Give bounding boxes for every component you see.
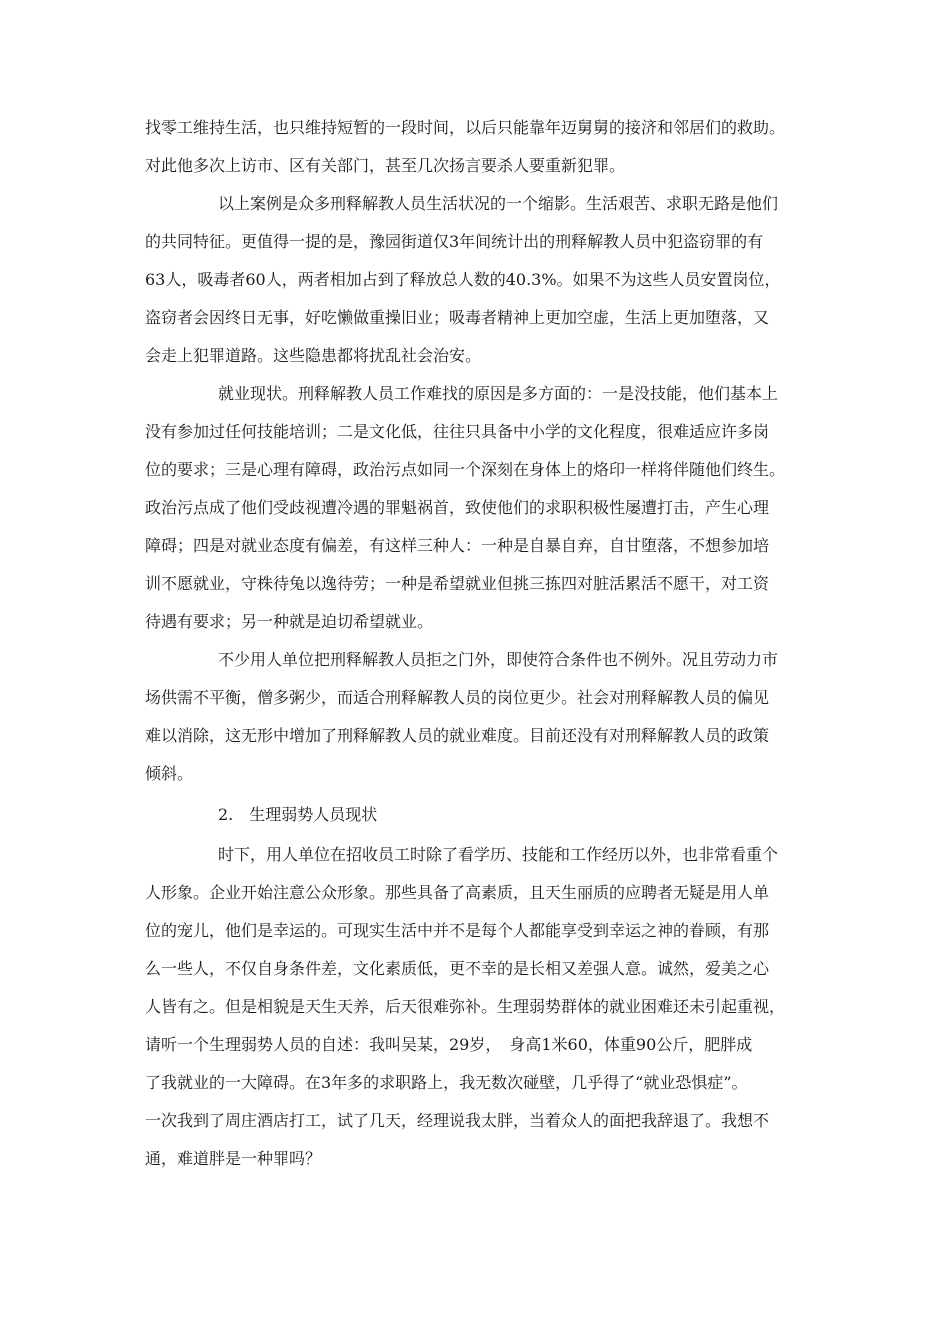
text-line: 请听一个生理弱势人员的自述：我叫吴某，29岁， 身高1米60，体重90公斤，肥胖成 — [145, 1035, 753, 1054]
text-line: 了我就业的一大障碍。在3年多的求职路上，我无数次碰壁，几乎得了“就业恐惧症”。 — [145, 1073, 748, 1092]
paragraph-first-line: 就业现状。刑释解教人员工作难找的原因是多方面的：一是没技能，他们基本上 — [218, 384, 779, 403]
paragraph-first-line: 时下，用人单位在招收员工时除了看学历、技能和工作经历以外，也非常看重个 — [218, 845, 779, 864]
text-line: 倾斜。 — [145, 764, 194, 783]
text-line: 一次我到了周庄酒店打工，试了几天，经理说我太胖，当着众人的面把我辞退了。我想不 — [145, 1111, 770, 1130]
text-line: 人皆有之。但是相貌是天生天养，后天很难弥补。生理弱势群体的就业困难还未引起重视， — [145, 997, 786, 1016]
text-line: 场供需不平衡，僧多粥少，而适合刑释解教人员的岗位更少。社会对刑释解教人员的偏见 — [145, 688, 770, 707]
text-line: 训不愿就业，守株待兔以逸待劳；一种是希望就业但挑三拣四对脏活累活不愿干，对工资 — [145, 574, 770, 593]
text-line: 对此他多次上访市、区有关部门，甚至几次扬言要杀人要重新犯罪。 — [145, 156, 626, 175]
text-line: 盗窃者会因终日无事，好吃懒做重操旧业；吸毒者精神上更加空虚，生活上更加堕落，又 — [145, 308, 770, 327]
paragraph-first-line: 不少用人单位把刑释解教人员拒之门外，即使符合条件也不例外。况且劳动力市 — [218, 650, 779, 669]
text-line: 的共同特征。更值得一提的是，豫园街道仅3年间统计出的刑释解教人员中犯盗窃罪的有 — [145, 232, 764, 251]
text-line: 障碍；四是对就业态度有偏差，有这样三种人：一种是自暴自弃，自甘堕落，不想参加培 — [145, 536, 770, 555]
text-line: 找零工维持生活，也只维持短暂的一段时间，以后只能靠年迈舅舅的接济和邻居们的救助。 — [145, 118, 786, 137]
text-line: 位的宠儿，他们是幸运的。可现实生活中并不是每个人都能享受到幸运之神的眷顾，有那 — [145, 921, 770, 940]
text-line: 难以消除，这无形中增加了刑释解教人员的就业难度。目前还没有对刑释解教人员的政策 — [145, 726, 770, 745]
section-heading: 2. 生理弱势人员现状 — [218, 805, 378, 824]
paragraph-first-line: 以上案例是众多刑释解教人员生活状况的一个缩影。生活艰苦、求职无路是他们 — [218, 194, 779, 213]
text-line: 待遇有要求；另一种就是迫切希望就业。 — [145, 612, 434, 631]
text-line: 没有参加过任何技能培训；二是文化低，往往只具备中小学的文化程度，很难适应许多岗 — [145, 422, 770, 441]
text-line: 政治污点成了他们受歧视遭冷遇的罪魁祸首，致使他们的求职积极性屡遭打击，产生心理 — [145, 498, 770, 517]
text-line: 么一些人，不仅自身条件差，文化素质低，更不幸的是长相又差强人意。诚然，爱美之心 — [145, 959, 770, 978]
text-line: 63人，吸毒者60人，两者相加占到了释放总人数的40.3%。如果不为这些人员安置岗位， — [145, 270, 781, 289]
text-line: 通，难道胖是一种罪吗？ — [145, 1149, 322, 1168]
text-line: 会走上犯罪道路。这些隐患都将扰乱社会治安。 — [145, 346, 482, 365]
text-line: 人形象。企业开始注意公众形象。那些具备了高素质，且天生丽质的应聘者无疑是用人单 — [145, 883, 770, 902]
text-line: 位的要求；三是心理有障碍，政治污点如同一个深刻在身体上的烙印一样将伴随他们终生。 — [145, 460, 786, 479]
